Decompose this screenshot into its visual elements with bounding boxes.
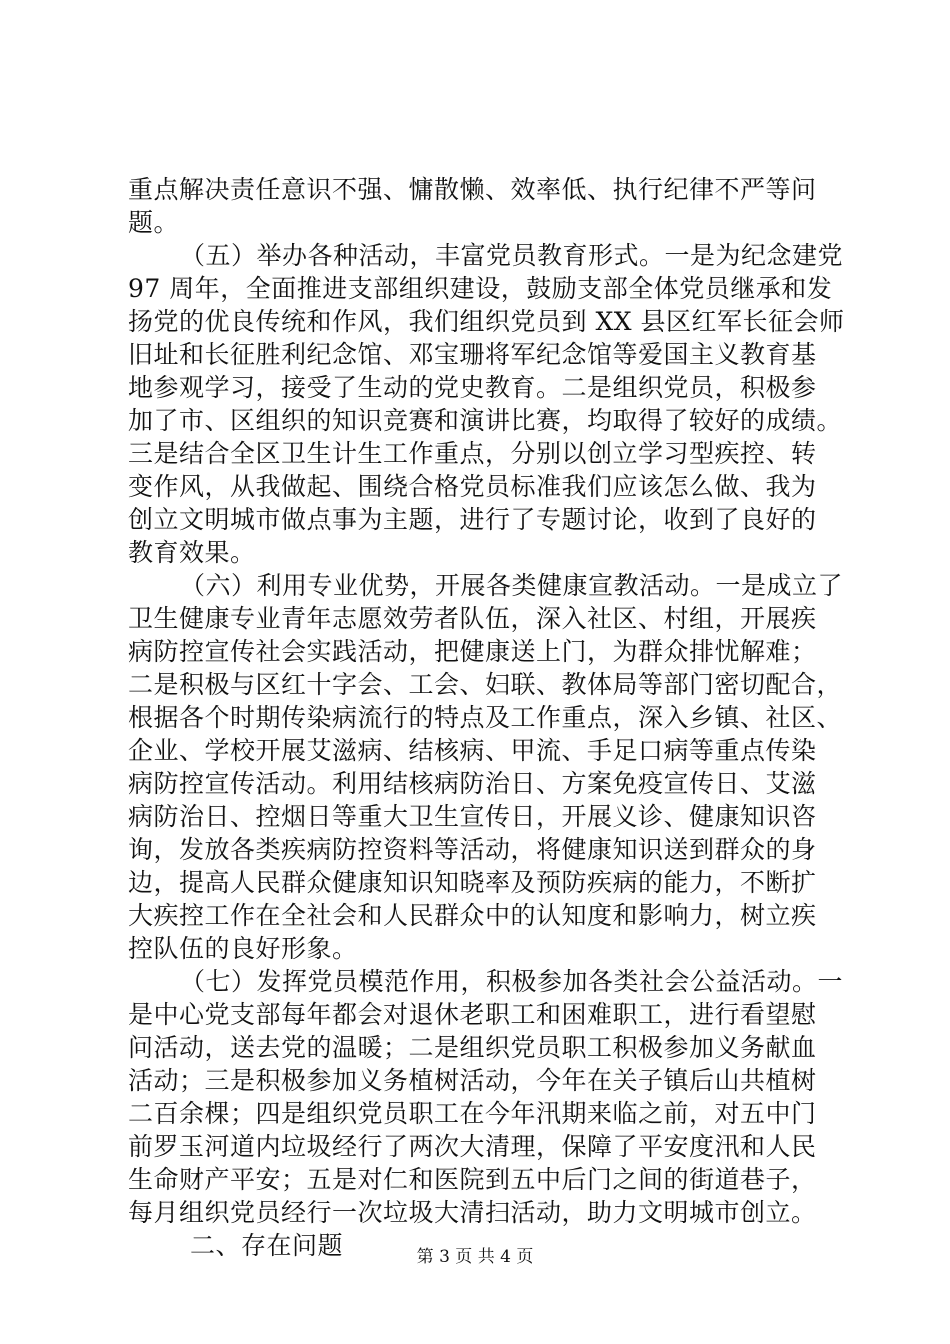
text-line: 生命财产平安；五是对仁和医院到五中后门之间的街道巷子， xyxy=(128,1165,817,1194)
text-line: 是中心党支部每年都会对退休老职工和困难职工，进行看望慰 xyxy=(128,1000,817,1029)
text-line: 97 周年，全面推进支部组织建设，鼓励支部全体党员继承和发 xyxy=(128,274,833,303)
paragraph-heading-7: （七）发挥党员模范作用，积极参加各类社会公益活动。一 xyxy=(180,967,844,996)
text-line: 地参观学习，接受了生动的党史教育。二是组织党员，积极参 xyxy=(128,373,817,402)
text-line: 病防控宣传社会实践活动，把健康送上门，为群众排忧解难； xyxy=(128,637,817,666)
text-line: 问活动，送去党的温暖；二是组织党员职工积极参加义务献血 xyxy=(128,1033,817,1062)
text-line: 边，提高人民群众健康知识知晓率及预防疾病的能力，不断扩 xyxy=(128,868,817,897)
section-heading: 二、存在问题 xyxy=(190,1231,344,1260)
text-line: 活动；三是积极参加义务植树活动，今年在关子镇后山共植树 xyxy=(128,1066,817,1095)
text-line: 企业、学校开展艾滋病、结核病、甲流、手足口病等重点传染 xyxy=(128,736,817,765)
text-line: 教育效果。 xyxy=(128,538,256,567)
paragraph-heading-6: （六）利用专业优势，开展各类健康宣教活动。一是成立了 xyxy=(180,571,844,600)
text-line: 卫生健康专业青年志愿效劳者队伍，深入社区、村组，开展疾 xyxy=(128,604,817,633)
text-line: 旧址和长征胜利纪念馆、邓宝珊将军纪念馆等爱国主义教育基 xyxy=(128,340,817,369)
text-line: 根据各个时期传染病流行的特点及工作重点，深入乡镇、社区、 xyxy=(128,703,843,732)
page-footer: 第 3 页 共 4 页 xyxy=(416,1247,534,1267)
text-line: 二是积极与区红十字会、工会、妇联、教体局等部门密切配合， xyxy=(128,670,843,699)
text-line: 重点解决责任意识不强、慵散懒、效率低、执行纪律不严等问 xyxy=(128,175,817,204)
text-line: 三是结合全区卫生计生工作重点，分别以创立学习型疾控、转 xyxy=(128,439,817,468)
text-line: 变作风，从我做起、围绕合格党员标准我们应该怎么做、我为 xyxy=(128,472,817,501)
text-line: 病防治日、控烟日等重大卫生宣传日，开展义诊、健康知识咨 xyxy=(128,802,817,831)
text-line: 二百余棵；四是组织党员职工在今年汛期来临之前，对五中门 xyxy=(128,1099,817,1128)
text-line: 病防控宣传活动。利用结核病防治日、方案免疫宣传日、艾滋 xyxy=(128,769,817,798)
text-line: 询，发放各类疾病防控资料等活动，将健康知识送到群众的身 xyxy=(128,835,817,864)
text-line: 大疾控工作在全社会和人民群众中的认知度和影响力，树立疾 xyxy=(128,901,817,930)
paragraph-heading-5: （五）举办各种活动，丰富党员教育形式。一是为纪念建党 xyxy=(180,241,844,270)
text-line: 前罗玉河道内垃圾经行了两次大清理，保障了平安度汛和人民 xyxy=(128,1132,817,1161)
text-line: 控队伍的良好形象。 xyxy=(128,934,358,963)
text-line: 每月组织党员经行一次垃圾大清扫活动，助力文明城市创立。 xyxy=(128,1198,817,1227)
text-line: 题。 xyxy=(128,208,180,237)
text-line: 创立文明城市做点事为主题，进行了专题讨论，收到了良好的 xyxy=(128,505,817,534)
body-text xyxy=(128,173,860,1262)
text-line: 扬党的优良传统和作风，我们组织党员到 XX 县区红军长征会师 xyxy=(128,307,845,336)
text-line: 加了市、区组织的知识竞赛和演讲比赛，均取得了较好的成绩。 xyxy=(128,406,843,435)
